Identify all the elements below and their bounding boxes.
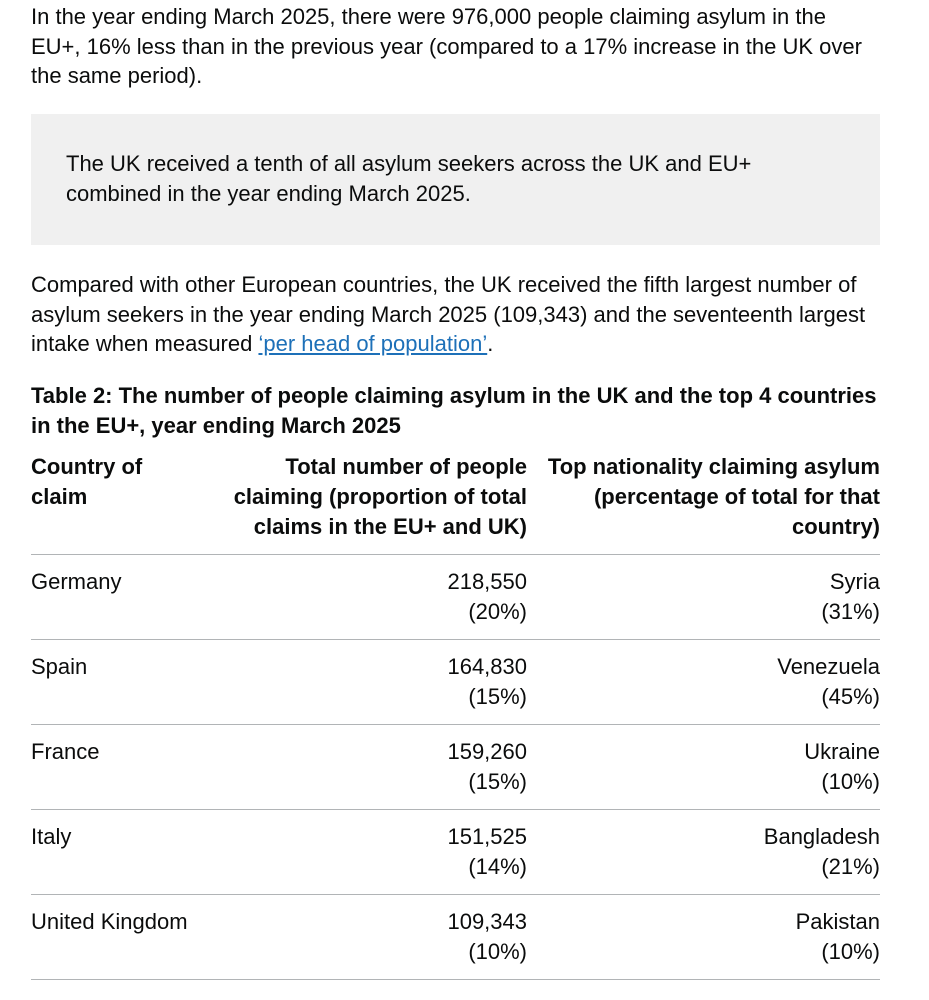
nationality-cell — [527, 555, 880, 640]
table-row — [31, 640, 880, 725]
comparison-paragraph — [31, 270, 880, 359]
nationality-value: Venezuela — [777, 654, 880, 679]
comparison-text-end: . — [487, 331, 494, 356]
header-total-claiming: Total number of people claiming (proportion of total claims in the EU+ and UK) — [196, 452, 527, 555]
total-value: 109,343 — [447, 909, 527, 934]
country-cell: Spain — [31, 640, 196, 725]
country-cell: United Kingdom — [31, 895, 196, 980]
inset-paragraph: The UK received a tenth of all asylum seekers across the UK and EU+ combined in the year ending March 2025. — [66, 151, 752, 206]
nationality-percentage: (10%) — [821, 769, 880, 794]
country-cell: France — [31, 725, 196, 810]
table-row — [31, 555, 880, 640]
nationality-value: Bangladesh — [763, 824, 880, 849]
nationality-cell — [527, 895, 880, 980]
nationality-cell — [527, 810, 880, 895]
comparison-text: Compared with other European countries, the UK received the fifth largest number of asylum seekers in the year ending March 2025 (109,343) and the seventeenth largest intake when measured — [31, 272, 866, 356]
total-value: 159,260 — [447, 739, 527, 764]
asylum-claims-table — [31, 452, 880, 980]
nationality-cell — [527, 725, 880, 810]
per-head-of-population-link[interactable]: ‘per head of population’ — [258, 331, 488, 356]
nationality-percentage: (31%) — [821, 599, 880, 624]
total-value: 151,525 — [447, 824, 527, 849]
nationality-value: Ukraine — [804, 739, 880, 764]
total-cell — [196, 725, 527, 810]
nationality-percentage: (45%) — [821, 684, 880, 709]
table-row — [31, 725, 880, 810]
total-percentage: (15%) — [468, 769, 527, 794]
inset-text-box — [31, 114, 880, 245]
total-cell — [196, 810, 527, 895]
total-cell — [196, 895, 527, 980]
country-cell: Italy — [31, 810, 196, 895]
header-top-nationality: Top nationality claiming asylum (percentage of total for that country) — [527, 452, 880, 555]
total-cell — [196, 640, 527, 725]
total-percentage: (15%) — [468, 684, 527, 709]
total-percentage: (14%) — [468, 854, 527, 879]
total-percentage: (10%) — [468, 939, 527, 964]
table-header-row — [31, 452, 880, 555]
total-value: 218,550 — [447, 569, 527, 594]
nationality-value: Syria — [829, 569, 880, 594]
country-cell: Germany — [31, 555, 196, 640]
nationality-cell — [527, 640, 880, 725]
nationality-percentage: (21%) — [821, 854, 880, 879]
total-value: 164,830 — [447, 654, 527, 679]
nationality-percentage: (10%) — [821, 939, 880, 964]
table-caption: Table 2: The number of people claiming asylum in the UK and the top 4 countries in the EU+, year ending March 2025 — [31, 383, 877, 438]
nationality-value: Pakistan — [795, 909, 880, 934]
total-cell — [196, 555, 527, 640]
header-country-of-claim: Country of claim — [31, 452, 196, 555]
total-percentage: (20%) — [468, 599, 527, 624]
table-row — [31, 895, 880, 980]
intro-paragraph: In the year ending March 2025, there were 976,000 people claiming asylum in the EU+, 16% less than in the previous year (compared to a 17% increase in the UK over the same period). — [31, 4, 862, 88]
table-row — [31, 810, 880, 895]
